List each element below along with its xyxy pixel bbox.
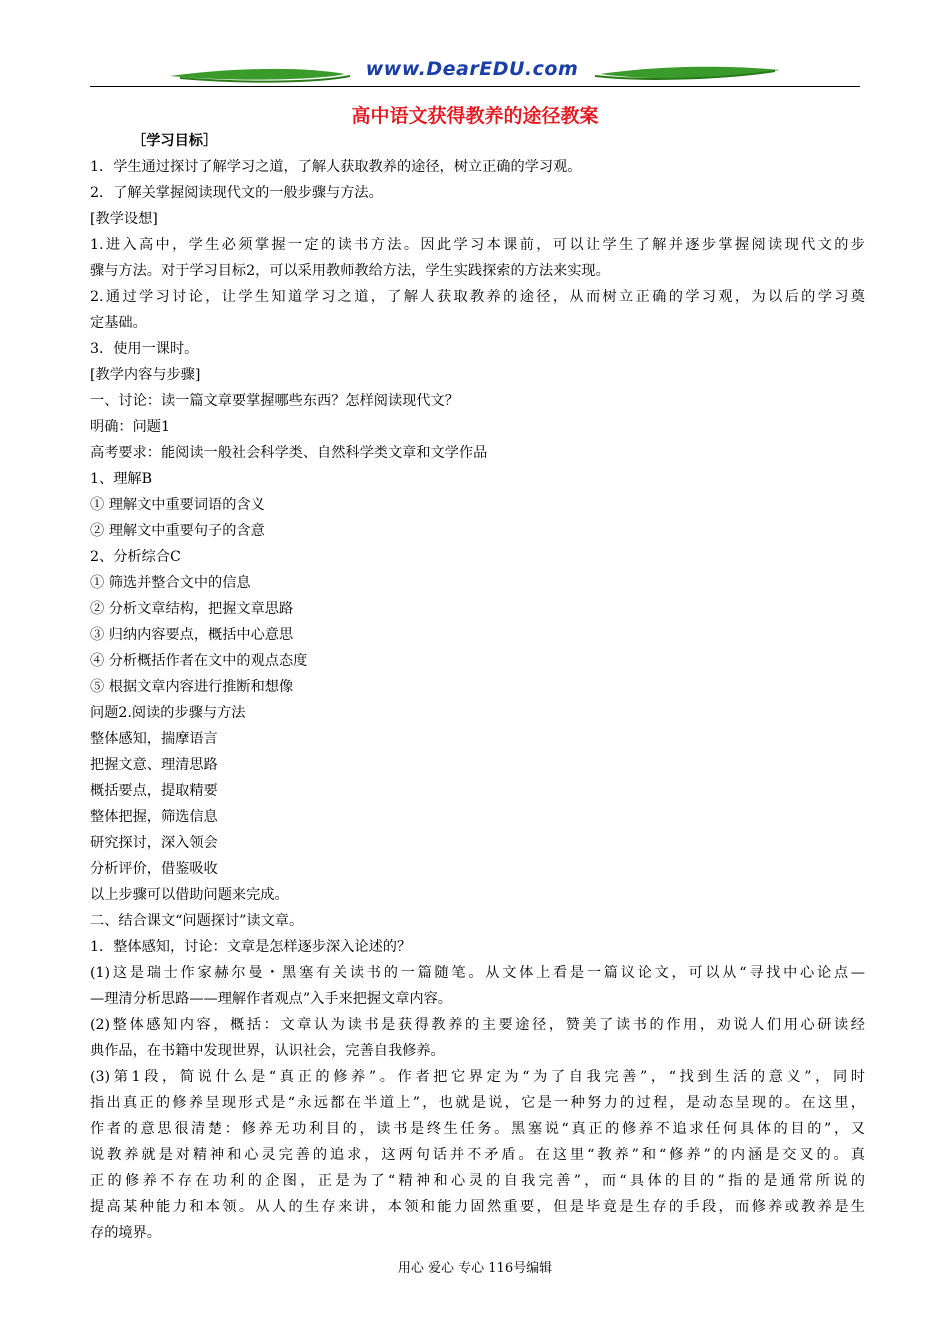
text-line: 分析评价，借鉴吸收: [90, 861, 218, 877]
text-line: 2．了解关掌握阅读现代文的一般步骤与方法。: [90, 185, 383, 201]
text-line: 典作品，在书籍中发现世界，认识社会，完善自我修养。: [90, 1043, 445, 1059]
text-line: 骤与方法。对于学习目标2，可以采用教师教给方法，学生实践探索的方法来实现。: [90, 263, 610, 279]
text-line: 以上步骤可以借助问题来完成。: [90, 887, 289, 903]
text-line: 提高某种能力和本领。从人的生存来讲，本领和能力固然重要，但是毕竟是生存的手段，而修养或教养是生: [90, 1199, 865, 1215]
document-title: 高中语文获得教养的途径教案: [351, 105, 599, 127]
text-line: 2.通过学习讨论，让学生知道学习之道，了解人获取教养的途径，从而树立正确的学习观，为以后的学习奠: [90, 289, 865, 305]
text-line: 1.进入高中，学生必须掌握一定的读书方法。因此学习本课前，可以让学生了解并逐步掌握阅读现代文的步: [90, 237, 865, 253]
text-line: (2)整体感知内容，概括：文章认为读书是获得教养的主要途径，赞美了读书的作用，劝说人们用心研读经: [90, 1017, 865, 1033]
text-line: ① 筛选并整合文中的信息: [90, 575, 251, 591]
text-line: 二、结合课文“问题探讨”读文章。: [90, 913, 304, 929]
text-line: 整体把握，筛选信息: [90, 809, 218, 825]
text-line: 高考要求：能阅读一般社会科学类、自然科学类文章和文学作品: [90, 445, 488, 461]
text-line: 作者的意思很清楚：修养无功利目的，读书是终生任务。黑塞说“真正的修养不追求任何具体的目的”，又: [90, 1121, 865, 1137]
text-line: 说教养就是对精神和心灵完善的追求，这两句话并不矛盾。在这里“教养”和“修养”的内涵是交叉的。真: [90, 1147, 865, 1163]
text-line: ［学习目标］: [132, 133, 218, 149]
text-line: 概括要点，提取精要: [90, 783, 218, 799]
text-line: (3)第1段，简说什么是“真正的修养”。作者把它界定为“为了自我完善”，“找到生活的意义”，同时: [90, 1069, 865, 1085]
page-header: [90, 56, 860, 92]
text-line: 一、讨论：读一篇文章要掌握哪些东西？怎样阅读现代文？: [90, 393, 459, 409]
text-line: 明确：问题1: [90, 419, 170, 435]
text-line: ④ 分析概括作者在文中的观点态度: [90, 653, 308, 669]
text-line: 指出真正的修养呈现形式是“永远都在半道上”，也就是说，它是一种努力的过程，是动态呈现的。在这里，: [90, 1095, 865, 1111]
text-line: 存的境界。: [90, 1225, 161, 1241]
site-logo-text: www.DearEDU.com: [365, 58, 579, 80]
text-line: 把握文意、理清思路: [90, 757, 218, 773]
text-line: 1．学生通过探讨了解学习之道，了解人获取教养的途径，树立正确的学习观。: [90, 159, 582, 175]
text-line: 问题2.阅读的步骤与方法: [90, 705, 246, 721]
text-line: 正的修养不存在功利的企图，正是为了“精神和心灵的自我完善”，而“具体的目的”指的是通常所说的: [90, 1173, 865, 1189]
header-divider: [90, 86, 860, 87]
text-line: 1、理解B: [90, 471, 153, 487]
text-line: [教学内容与步骤]: [90, 367, 201, 383]
text-line: ⑤ 根据文章内容进行推断和想像: [90, 679, 294, 695]
text-line: 整体感知，揣摩语言: [90, 731, 218, 747]
page-footer: 用心 爱心 专心 116号编辑: [397, 1261, 553, 1276]
text-line: 1．整体感知，讨论：文章是怎样逐步深入论述的？: [90, 939, 412, 955]
text-line: —理清分析思路——理解作者观点”入手来把握文章内容。: [90, 991, 452, 1007]
document-body: [90, 128, 865, 1246]
text-line: (1)这是瑞士作家赫尔曼・黑塞有关读书的一篇随笔。从文体上看是一篇议论文，可以从“寻找中心论点—: [90, 965, 865, 981]
text-line: 2、分析综合C: [90, 549, 181, 565]
text-line: ① 理解文中重要词语的含义: [90, 497, 265, 513]
text-line: 研究探讨，深入领会: [90, 835, 218, 851]
text-line: ② 分析文章结构，把握文章思路: [90, 601, 294, 617]
text-line: [教学设想]: [90, 211, 158, 227]
text-line: 3．使用一课时。: [90, 341, 199, 357]
text-line: ② 理解文中重要句子的含意: [90, 523, 265, 539]
text-line: 定基础。: [90, 315, 147, 331]
text-line: ③ 归纳内容要点，概括中心意思: [90, 627, 294, 643]
